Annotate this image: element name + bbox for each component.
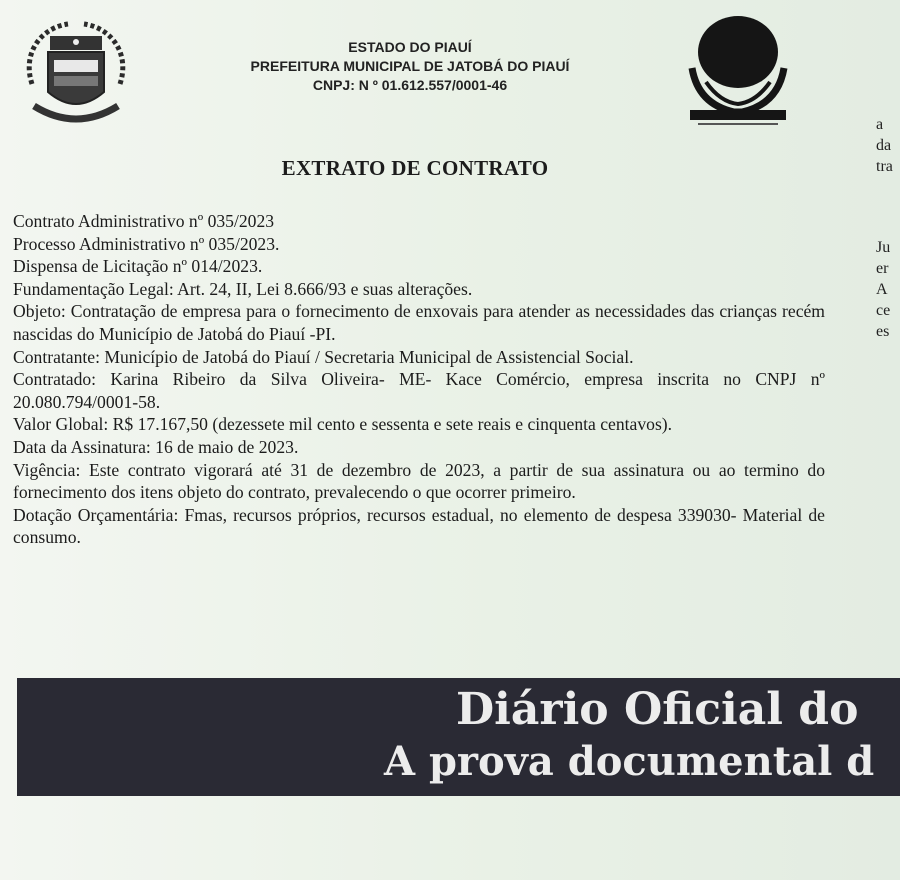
contracted-paragraph: Contratado: Karina Ribeiro da Silva Oliveira- ME- Kace Comércio, empresa inscrita no CNPJ nº 20.080.794/0001-58. [13, 369, 825, 412]
budget-paragraph: Dotação Orçamentária: Fmas, recursos próprios, recursos estadual, no elemento de despesa 339030- Material de consumo. [13, 504, 825, 548]
side-fragment: da [876, 137, 892, 154]
dispensa-line: Dispensa de Licitação nº 014/2023. [13, 256, 263, 277]
banner-subtitle: A prova documental d [384, 738, 875, 785]
side-fragment: a [876, 116, 884, 133]
value-paragraph: Valor Global: R$ 17.167,50 (dezessete mil cento e sessenta e sete reais e cinquenta centavos). [13, 414, 673, 435]
process-number-line: Processo Administrativo nº 035/2023. [13, 233, 280, 254]
document-body [13, 210, 825, 549]
header-prefeitura: PREFEITURA MUNICIPAL DE JATOBÁ DO PIAUÍ [250, 58, 570, 74]
banner-title: Diário Oficial do [456, 684, 859, 735]
contractor-line: Contratante: Município de Jatobá do Piauí / Secretaria Municipal de Assistencial Social. [13, 346, 634, 367]
legal-basis-line: Fundamentação Legal: Art. 24, II, Lei 8.666/93 e suas alterações. [13, 278, 473, 299]
side-fragment: es [876, 323, 890, 340]
state-coat-of-arms-icon [20, 14, 132, 134]
side-fragment: ce [876, 302, 891, 319]
side-fragment [876, 177, 900, 237]
side-fragment: Ju [876, 239, 891, 256]
signature-date-line: Data da Assinatura: 16 de maio de 2023. [13, 436, 299, 457]
side-fragment: er [876, 260, 889, 277]
object-paragraph: Objeto: Contratação de empresa para o fornecimento de enxovais para atender as necessidades das crianças recém nascidas do Município de Jatobá do Piauí -PI. [13, 301, 825, 344]
document-header [170, 38, 650, 95]
adjacent-column-fragments [876, 114, 900, 342]
header-state: ESTADO DO PIAUÍ [348, 39, 472, 55]
hands-logo-icon [684, 8, 792, 130]
header-cnpj: CNPJ: N º 01.612.557/0001-46 [312, 77, 508, 93]
side-fragment: A [876, 281, 888, 298]
contract-number-line: Contrato Administrativo nº 035/2023 [13, 211, 275, 231]
validity-paragraph: Vigência: Este contrato vigorará até 31 de dezembro de 2023, a partir de sua assinatura ou ao termino do fornecimento dos itens objeto do contrato, prevalecendo o que ocorrer primeiro. [13, 459, 825, 503]
side-fragment: tra [876, 158, 893, 175]
document-title: EXTRATO DE CONTRATO [281, 156, 549, 180]
